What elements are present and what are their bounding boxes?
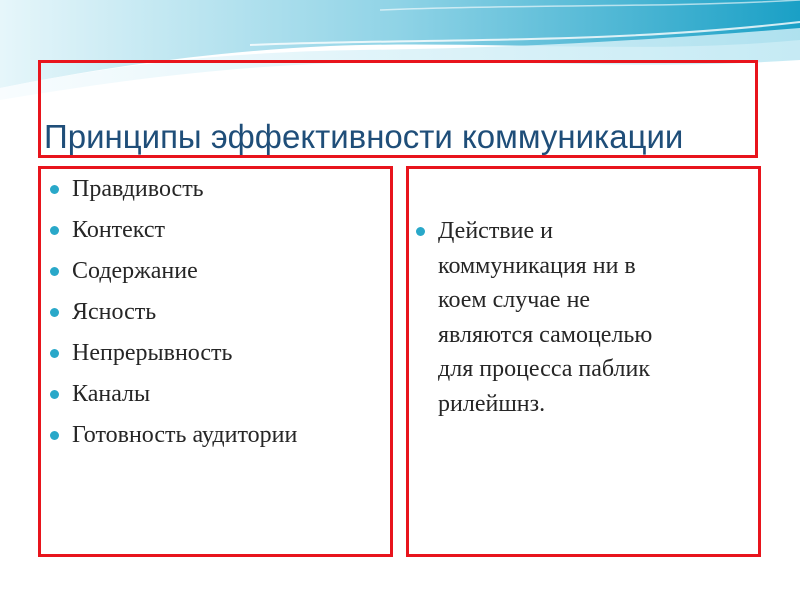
list-item-label: Непрерывность	[72, 340, 233, 366]
list-item	[46, 295, 297, 336]
bullet-dot-icon	[50, 308, 59, 317]
bullet-dot-icon	[50, 267, 59, 276]
list-item-label: Содержание	[72, 258, 198, 284]
list-item	[46, 377, 297, 418]
list-item-label: Каналы	[72, 381, 151, 407]
bullet-dot-icon	[416, 227, 425, 236]
statement-line: коммуникация ни в	[438, 252, 636, 279]
slide-title: Принципы эффективности коммуникации	[44, 118, 684, 155]
bullet-dot-icon	[50, 390, 59, 399]
list-item-label: Ясность	[72, 299, 157, 325]
list-item	[46, 254, 297, 295]
statement-line: являются самоцелью	[438, 321, 653, 348]
statement-line: для процесса паблик	[438, 356, 651, 382]
list-item-label: Контекст	[72, 217, 165, 243]
list-item	[46, 336, 297, 377]
list-item	[46, 418, 297, 459]
bullet-dot-icon	[50, 226, 59, 235]
bullet-dot-icon	[50, 185, 59, 194]
statement-line: Действие и	[438, 218, 553, 244]
statement-line: коем случае не	[438, 287, 591, 313]
list-item	[46, 213, 297, 254]
right-statement	[412, 214, 742, 421]
list-item-label: Правдивость	[72, 176, 204, 202]
list-item-label: Готовность аудитории	[72, 422, 298, 448]
bullet-dot-icon	[50, 431, 59, 440]
statement-line: рилейшнз.	[438, 390, 546, 417]
bullet-dot-icon	[50, 349, 59, 358]
principles-list	[46, 172, 297, 459]
list-item	[46, 172, 297, 213]
